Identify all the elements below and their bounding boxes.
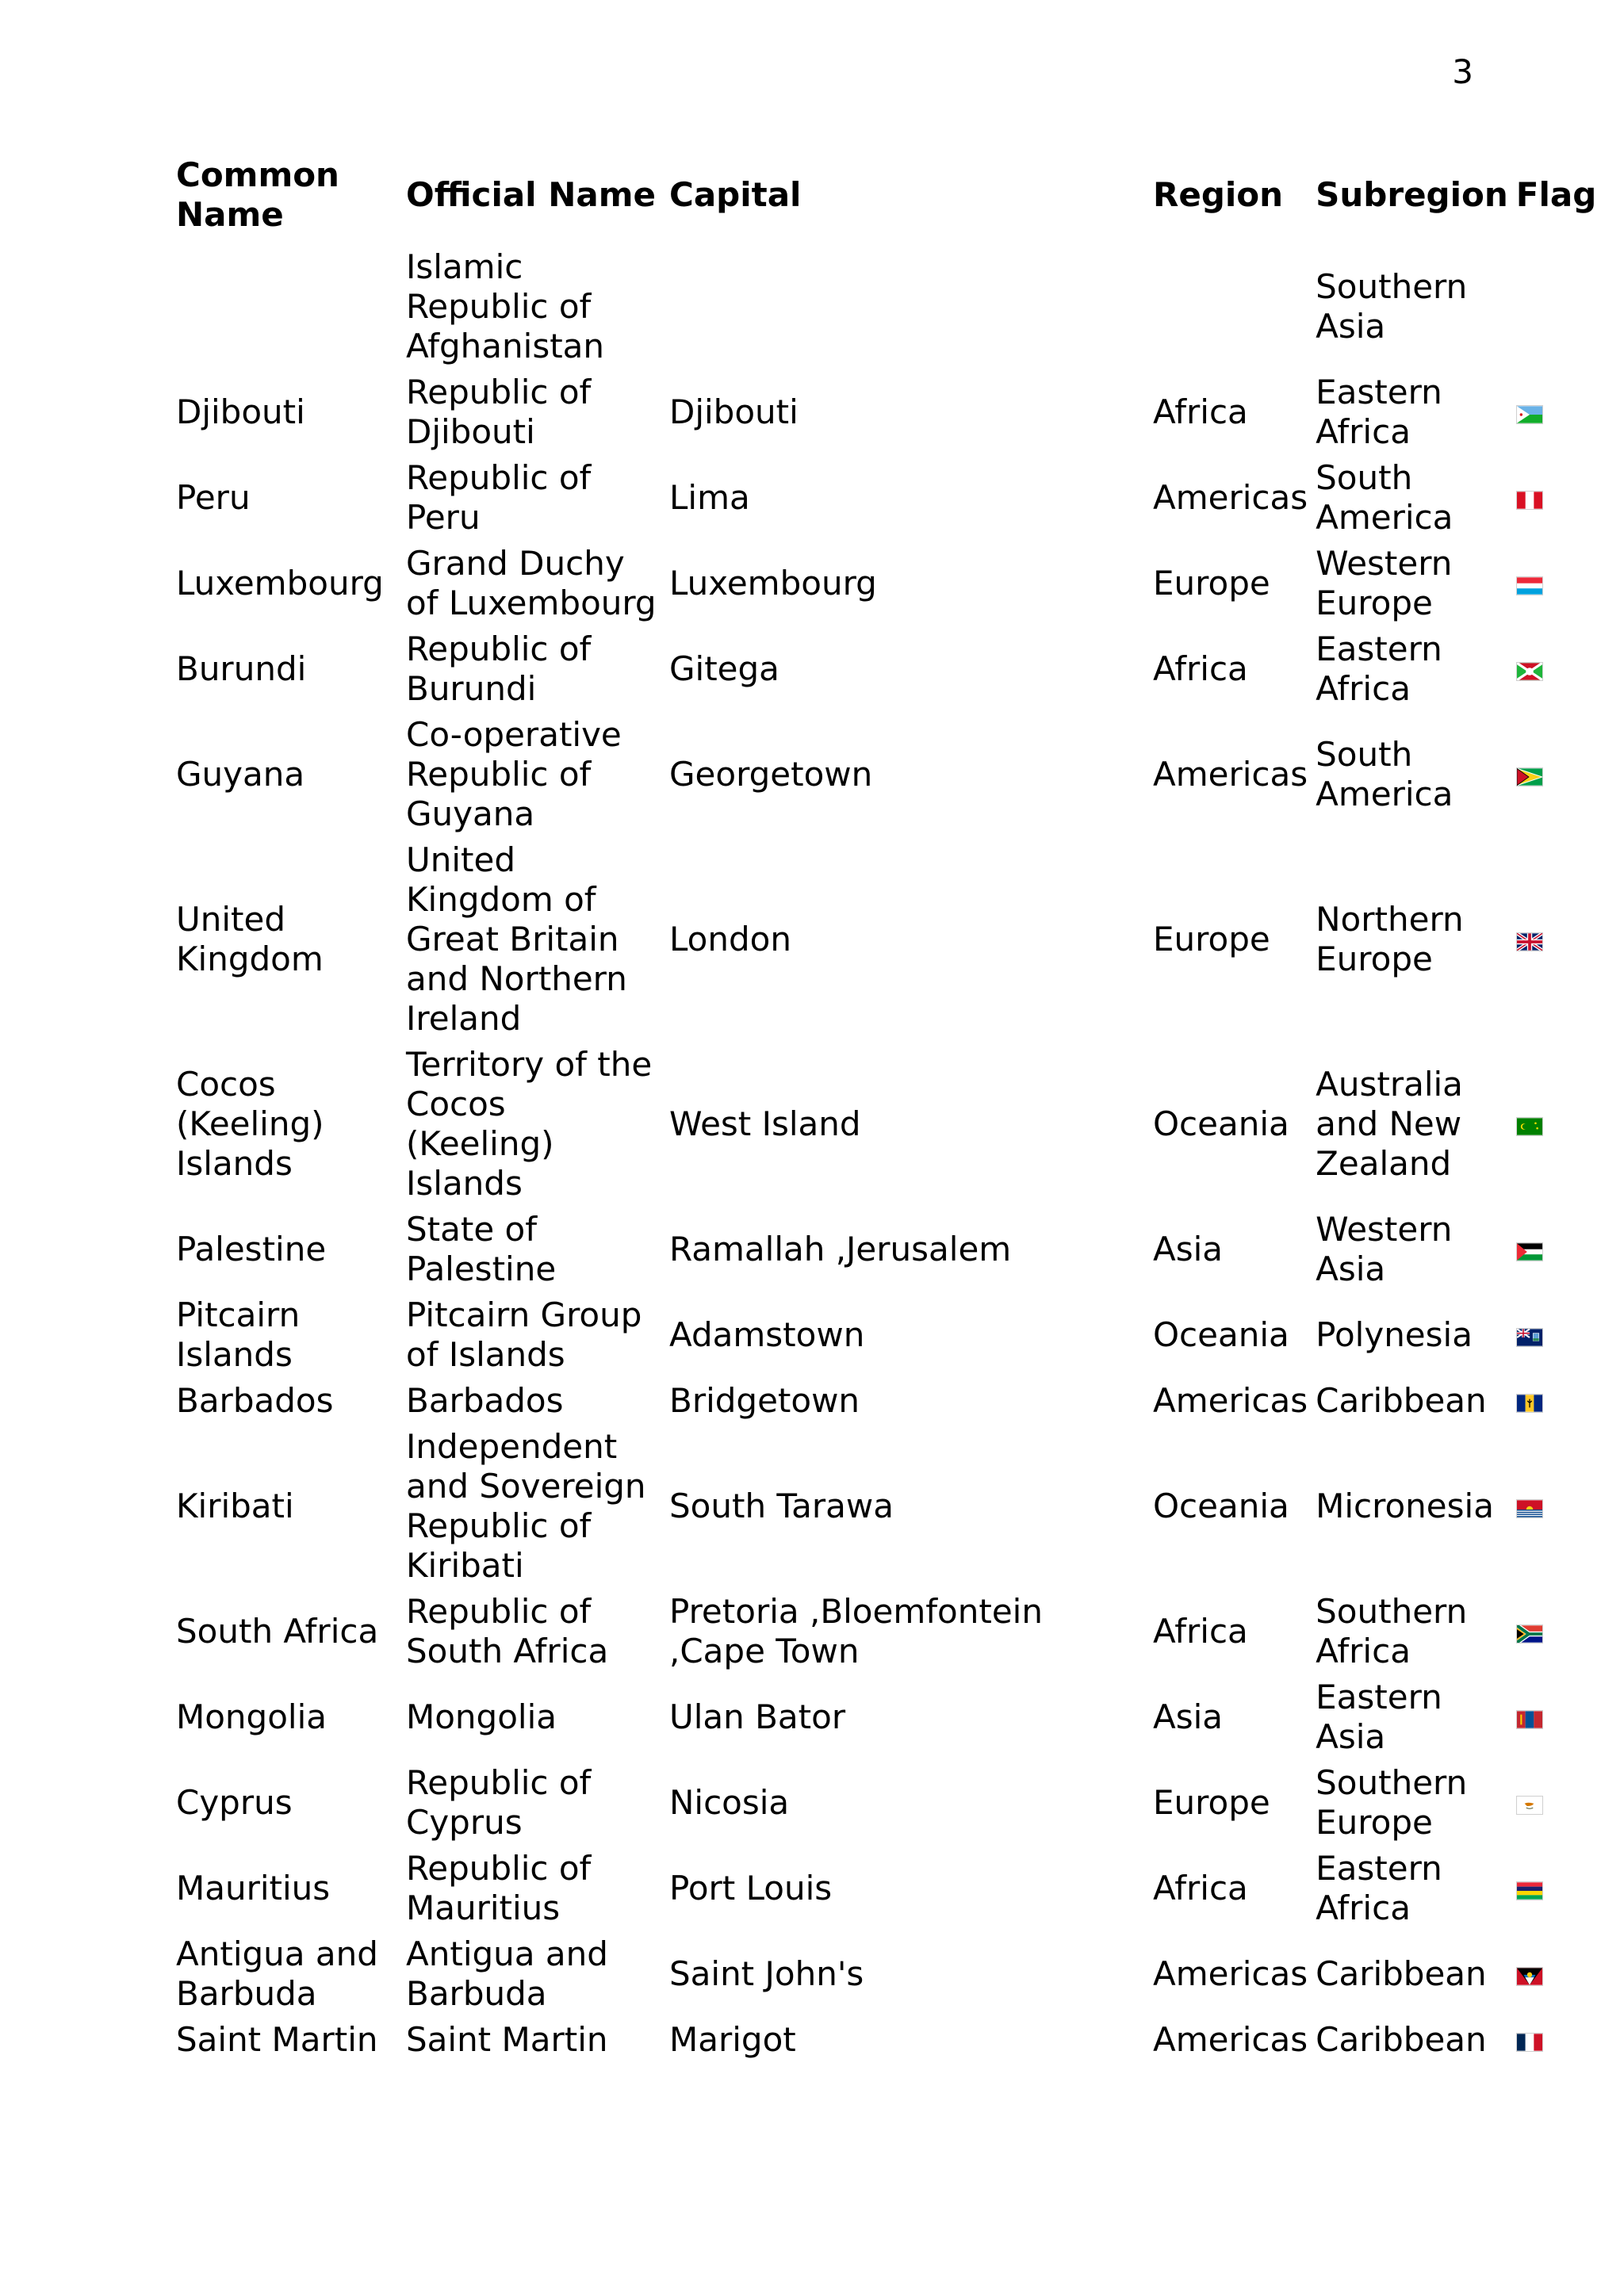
- cell-region: Africa: [1153, 1612, 1248, 1651]
- barbados-flag-icon: [1516, 1394, 1543, 1413]
- table-row: [173, 369, 1601, 455]
- cell-flag: [1513, 244, 1602, 369]
- cell-flag: [1513, 455, 1602, 541]
- cell-capital: Ulan Bator: [669, 1697, 846, 1736]
- cell-common-name: [173, 244, 403, 369]
- luxembourg-flag-icon: [1516, 576, 1543, 595]
- countries-table: [173, 152, 1601, 2063]
- table-row: [173, 1589, 1601, 1674]
- cell-region: Oceania: [1153, 1315, 1289, 1354]
- cell-region: Americas: [1153, 755, 1308, 794]
- header-common-name: Common Name: [176, 155, 339, 234]
- cell-region: Africa: [1153, 1869, 1248, 1908]
- header-region: Region: [1153, 175, 1284, 214]
- south-africa-flag-icon: [1516, 1624, 1543, 1644]
- cell-subregion: Caribbean: [1316, 2020, 1487, 2059]
- cell-capital: South Tarawa: [669, 1487, 894, 1525]
- cell-region: Americas: [1153, 1381, 1308, 1420]
- cell-capital: Marigot: [669, 2020, 796, 2059]
- cell-subregion: Southern Africa: [1316, 1592, 1468, 1670]
- antigua-and-barbuda-flag-icon: [1516, 1967, 1543, 1986]
- cell-common-name: Luxembourg: [176, 564, 384, 603]
- cell-subregion: Eastern Africa: [1316, 1849, 1442, 1927]
- cell-common-name: United Kingdom: [176, 900, 324, 978]
- cell-official-name: Mongolia: [406, 1697, 557, 1736]
- cell-flag: [1513, 1424, 1602, 1589]
- mongolia-flag-icon: [1516, 1710, 1543, 1729]
- cell-official-name: Islamic Republic of Afghanistan: [406, 247, 605, 365]
- mauritius-flag-icon: [1516, 1881, 1543, 1900]
- cell-common-name: Burundi: [176, 649, 307, 688]
- cell-capital: Lima: [669, 478, 750, 517]
- cell-region: Asia: [1153, 1230, 1224, 1269]
- cell-capital: Georgetown: [669, 755, 873, 794]
- cell-region: Americas: [1153, 1954, 1308, 1993]
- cell-flag: [1513, 1931, 1602, 2017]
- cell-region: Europe: [1153, 564, 1270, 603]
- table-row: [173, 1760, 1601, 1846]
- cell-common-name: Pitcairn Islands: [176, 1295, 301, 1374]
- cell-common-name: Peru: [176, 478, 251, 517]
- cell-subregion: Western Europe: [1316, 544, 1453, 622]
- table-row: [173, 1378, 1601, 1424]
- cell-capital: Port Louis: [669, 1869, 833, 1908]
- table-row: [173, 1292, 1601, 1378]
- cell-flag: [1513, 1042, 1602, 1207]
- cell-subregion: Eastern Asia: [1316, 1678, 1442, 1756]
- cell-common-name: South Africa: [176, 1612, 379, 1651]
- cell-flag: [1513, 1378, 1602, 1424]
- peru-flag-icon: [1516, 491, 1543, 510]
- header-official-name: Official Name: [406, 175, 656, 214]
- cell-official-name: Republic of South Africa: [406, 1592, 609, 1670]
- cell-flag: [1513, 1674, 1602, 1760]
- cell-subregion: Caribbean: [1316, 1381, 1487, 1420]
- cell-subregion: Caribbean: [1316, 1954, 1487, 1993]
- cell-region: Asia: [1153, 1697, 1224, 1736]
- cell-common-name: Cocos (Keeling) Islands: [176, 1065, 324, 1183]
- cell-flag: [1513, 1760, 1602, 1846]
- cell-capital: Luxembourg: [669, 564, 877, 603]
- cell-flag: [1513, 369, 1602, 455]
- cocos-islands-flag-icon: [1516, 1117, 1543, 1136]
- guyana-flag-icon: [1516, 767, 1543, 786]
- cell-flag: [1513, 1589, 1602, 1674]
- cell-official-name: Territory of the Cocos (Keeling) Islands: [406, 1045, 653, 1203]
- cell-official-name: Co-operative Republic of Guyana: [406, 715, 622, 833]
- table-body: [173, 244, 1601, 2063]
- cell-common-name: Mauritius: [176, 1869, 331, 1908]
- cell-subregion: Australia and New Zealand: [1316, 1065, 1463, 1183]
- table-row: [173, 1042, 1601, 1207]
- cell-official-name: Grand Duchy of Luxembourg: [406, 544, 657, 622]
- cell-flag: [1513, 2017, 1602, 2063]
- cell-common-name: Cyprus: [176, 1783, 293, 1822]
- cell-subregion: Northern Europe: [1316, 900, 1464, 978]
- cell-region: Europe: [1153, 1783, 1270, 1822]
- kiribati-flag-icon: [1516, 1499, 1543, 1518]
- cell-subregion: Polynesia: [1316, 1315, 1473, 1354]
- cell-official-name: Republic of Peru: [406, 458, 592, 537]
- cell-capital: London: [669, 920, 791, 959]
- cell-official-name: Republic of Djibouti: [406, 373, 592, 451]
- cell-flag: [1513, 626, 1602, 712]
- cell-official-name: Republic of Burundi: [406, 629, 592, 708]
- cell-subregion: Western Asia: [1316, 1210, 1453, 1288]
- page-number: 3: [1452, 52, 1473, 91]
- cell-common-name: Guyana: [176, 755, 305, 794]
- cell-capital: [666, 244, 1150, 369]
- cell-capital: Pretoria ,Bloemfontein ,Cape Town: [669, 1592, 1043, 1670]
- cell-capital: Gitega: [669, 649, 779, 688]
- cell-flag: [1513, 1207, 1602, 1292]
- cell-common-name: Kiribati: [176, 1487, 294, 1525]
- cell-official-name: Saint Martin: [406, 2020, 608, 2059]
- cell-official-name: State of Palestine: [406, 1210, 557, 1288]
- cell-capital: Djibouti: [669, 392, 799, 431]
- cell-region: Americas: [1153, 478, 1308, 517]
- table-row: [173, 244, 1601, 369]
- cell-official-name: United Kingdom of Great Britain and Northern Ireland: [406, 840, 627, 1038]
- cell-region: [1150, 244, 1312, 369]
- cell-official-name: Barbados: [406, 1381, 564, 1420]
- cell-subregion: Eastern Africa: [1316, 629, 1442, 708]
- cell-subregion: Micronesia: [1316, 1487, 1494, 1525]
- djibouti-flag-icon: [1516, 405, 1543, 424]
- cell-capital: West Island: [669, 1104, 861, 1143]
- cell-subregion: Southern Asia: [1316, 267, 1468, 346]
- cell-capital: Ramallah ,Jerusalem: [669, 1230, 1012, 1269]
- table-row: [173, 2017, 1601, 2063]
- table-row: [173, 712, 1601, 837]
- cyprus-flag-icon: [1516, 1796, 1543, 1815]
- cell-capital: Nicosia: [669, 1783, 790, 1822]
- cell-common-name: Palestine: [176, 1230, 327, 1269]
- cell-flag: [1513, 541, 1602, 626]
- cell-official-name: Pitcairn Group of Islands: [406, 1295, 642, 1374]
- cell-official-name: Republic of Mauritius: [406, 1849, 592, 1927]
- cell-region: Americas: [1153, 2020, 1308, 2059]
- cell-common-name: Mongolia: [176, 1697, 327, 1736]
- palestine-flag-icon: [1516, 1242, 1543, 1261]
- cell-region: Oceania: [1153, 1104, 1289, 1143]
- header-flag: Flag: [1515, 175, 1597, 214]
- cell-common-name: Antigua and Barbuda: [176, 1934, 378, 2013]
- header-capital: Capital: [669, 175, 802, 214]
- cell-subregion: South America: [1316, 458, 1454, 537]
- pitcairn-islands-flag-icon: [1516, 1328, 1543, 1347]
- table-row: [173, 1931, 1601, 2017]
- cell-common-name: Saint Martin: [176, 2020, 378, 2059]
- header-subregion: Subregion: [1316, 175, 1508, 214]
- table-row: [173, 541, 1601, 626]
- cell-flag: [1513, 712, 1602, 837]
- cell-region: Africa: [1153, 392, 1248, 431]
- cell-subregion: Southern Europe: [1316, 1763, 1468, 1842]
- table-header-row: [173, 152, 1601, 244]
- table-row: [173, 837, 1601, 1042]
- cell-common-name: Barbados: [176, 1381, 334, 1420]
- cell-flag: [1513, 1292, 1602, 1378]
- cell-region: Oceania: [1153, 1487, 1289, 1525]
- table-row: [173, 1207, 1601, 1292]
- cell-region: Europe: [1153, 920, 1270, 959]
- cell-flag: [1513, 1846, 1602, 1931]
- table-row: [173, 1846, 1601, 1931]
- cell-official-name: Antigua and Barbuda: [406, 1934, 608, 2013]
- cell-official-name: Independent and Sovereign Republic of Kiribati: [406, 1427, 646, 1585]
- cell-common-name: Djibouti: [176, 392, 305, 431]
- cell-capital: Saint John's: [669, 1954, 864, 1993]
- cell-official-name: Republic of Cyprus: [406, 1763, 592, 1842]
- table-row: [173, 626, 1601, 712]
- table-row: [173, 1424, 1601, 1589]
- cell-capital: Adamstown: [669, 1315, 865, 1354]
- saint-martin-flag-icon: [1516, 2033, 1543, 2052]
- cell-capital: Bridgetown: [669, 1381, 860, 1420]
- table-row: [173, 1674, 1601, 1760]
- cell-subregion: South America: [1316, 735, 1454, 813]
- cell-subregion: Eastern Africa: [1316, 373, 1442, 451]
- cell-region: Africa: [1153, 649, 1248, 688]
- burundi-flag-icon: [1516, 662, 1543, 681]
- united-kingdom-flag-icon: [1516, 932, 1543, 951]
- cell-flag: [1513, 837, 1602, 1042]
- table-row: [173, 455, 1601, 541]
